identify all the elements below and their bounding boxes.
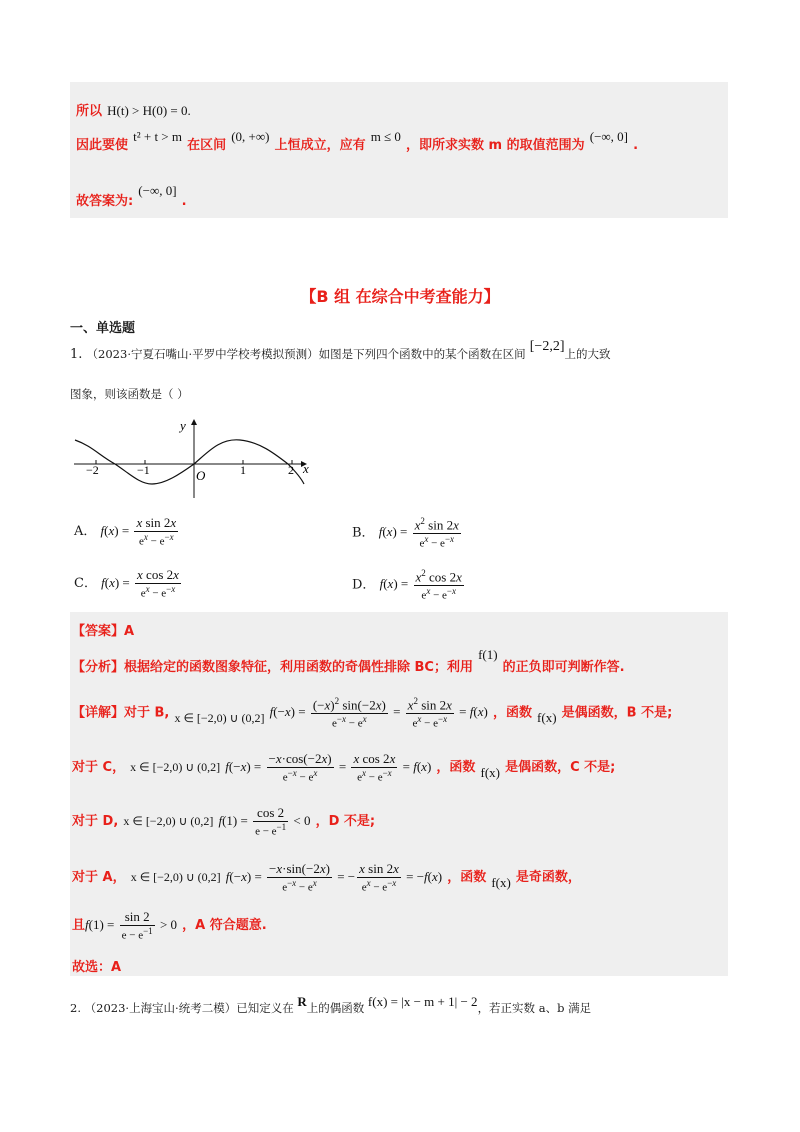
option-d[interactable]: D． f(x) = $\frac{x^2 \cos 2x}{e^x - e^{-x}}$ bbox=[352, 568, 466, 603]
detail-c-line: 对于 C， x ∈ [−2,0) ∪ (0,2] f(−x) = $\frac{-x\cdot\cos(-2x)}{e^{-x} - e^x}$ = $\frac{\text{x cos 2x}}{e^x - e^{-x}}$ = f(x) ，函数 $_{f(x)}$ 是偶函数，C 不是; bbox=[72, 751, 616, 784]
answer-line: 【答案】A bbox=[72, 624, 135, 639]
analysis-line: 【分析】根据给定的函数图象特征，利用函数的奇偶性排除 BC；利用 $^{f(1)}$ 的正负即可判断作答. bbox=[72, 647, 625, 675]
option-b[interactable]: B． f(x) = $\frac{x^2 \sin 2x}{e^x - e^{-x}}$ bbox=[352, 516, 463, 551]
detail-d-formula: f(1) = $\frac{\cos 2}{e - e^{-1}}$ < 0 bbox=[218, 805, 311, 838]
detail-b-line: 【详解】对于 B, $_{x \in [-2,0) \cup (0,2]}$ f(−x) = $\frac{(-x)^2 \sin(-2x)}{e^{-x} - e^x}$ = $\frac{x^2 \sin 2x}{e^x - e^{-x}}$ = f(x) ，函数 $_{f(x)}$ 是偶函数，B 不是; bbox=[72, 696, 673, 730]
tick-label-neg2: −2 bbox=[86, 463, 99, 477]
tick-label-neg1: −1 bbox=[137, 463, 150, 477]
option-c[interactable]: C． f(x) = $\frac{\text{x cos 2x}}{e^x - e^{-x}}$ bbox=[74, 568, 183, 600]
x-axis-label: x bbox=[303, 461, 309, 476]
option-a[interactable]: A． f(x) = $\frac{\text{x sin 2x}}{e^x - e^{-x}}$ bbox=[74, 516, 180, 548]
tick-label-2: 2 bbox=[288, 463, 294, 477]
option-c-formula: f(x) = $\frac{\text{x cos 2x}}{e^x - e^{-x}}$ bbox=[101, 567, 179, 600]
curve bbox=[75, 440, 304, 484]
option-a-formula: f(x) = $\frac{\text{x sin 2x}}{e^x - e^{-x}}$ bbox=[100, 515, 177, 548]
origin-label: O bbox=[196, 468, 206, 483]
tick-label-1: 1 bbox=[240, 463, 246, 477]
detail-a-positive-formula: f(1) = $\frac{\sin 2}{e - e^{-1}}$ > 0 bbox=[85, 909, 178, 942]
answer-box-solution bbox=[70, 612, 728, 976]
detail-c-formula: f(−x) = $\frac{-x\cdot\cos(-2x)}{e^{-x} - e^x}$ = $\frac{\text{x cos 2x}}{e^x - e^{-x}}$ = f(x) bbox=[225, 751, 432, 784]
conclusion-line-3: 故答案为: $^{(-\infty, 0]}$ . bbox=[76, 183, 187, 209]
detail-d-line: 对于 D, x ∈ [−2,0) ∪ (0,2] f(1) = $\frac{\cos 2}{e - e^{-1}}$ < 0 ，D 不是; bbox=[72, 805, 376, 838]
answer-box-top bbox=[70, 82, 728, 218]
heading-single-choice: 一、单选题 bbox=[70, 321, 136, 336]
function-graph bbox=[70, 416, 320, 500]
detail-a-formula: f(−x) = $\frac{-x\cdot\sin(-2x)}{e^{-x} - e^x}$ = − $\frac{\text{x sin 2x}}{e^x - e^{-x}}$ = −f(x) bbox=[225, 861, 443, 894]
conclusion-line-1: 所以 H(t) > H(0) = 0. bbox=[76, 103, 191, 119]
detail-b-formula: f(−x) = $\frac{(-x)^2 \sin(-2x)}{e^{-x} - e^x}$ = $\frac{x^2 \sin 2x}{e^x - e^{-x}}$ = f(x) bbox=[269, 696, 488, 730]
detail-a-line: 对于 A， x ∈ [−2,0) ∪ (0,2] f(−x) = $\frac{-x\cdot\sin(-2x)}{e^{-x} - e^x}$ = − $\frac{\text{x sin 2x}}{e^x - e^{-x}}$ = −f(x) ，函数 $_{f(x)}$ 是奇函数， bbox=[72, 861, 581, 894]
option-b-formula: f(x) = $\frac{x^2 \sin 2x}{e^x - e^{-x}}$ bbox=[378, 516, 459, 550]
question-2-line: 2. （2023·上海宝山·统考二模）已知定义在 R上的偶函数 f(x) = |x − m + 1| − 2，若正实数 a、b 满足 bbox=[70, 994, 592, 1015]
conclusion-line-2: 因此要使 $^{t^2 + t > m}$ 在区间 $^{(0, +\infty)}$ 上恒成立，应有 $^{m \le 0}$ ，即所求实数 m 的取值范围为 $^{(-\infty, 0]}$ . bbox=[76, 129, 639, 153]
choose-line: 故选：A bbox=[72, 960, 122, 975]
question-1-line-2: 图象，则该函数是（ ） bbox=[70, 387, 189, 401]
detail-a-positive-line: 且f(1) = $\frac{\sin 2}{e - e^{-1}}$ > 0 ，A 符合题意. bbox=[72, 909, 267, 942]
question-1-line-1: 1. （2023·宁夏石嘴山·平罗中学校考模拟预测）如图是下列四个函数中的某个函数在区间 [−2,2]上的大致 bbox=[70, 339, 611, 362]
y-axis-label: y bbox=[180, 418, 186, 433]
option-d-formula: f(x) = $\frac{x^2 \cos 2x}{e^x - e^{-x}}$ bbox=[379, 568, 462, 602]
section-title: 【B 组 在综合中考查能力】 bbox=[300, 287, 500, 306]
